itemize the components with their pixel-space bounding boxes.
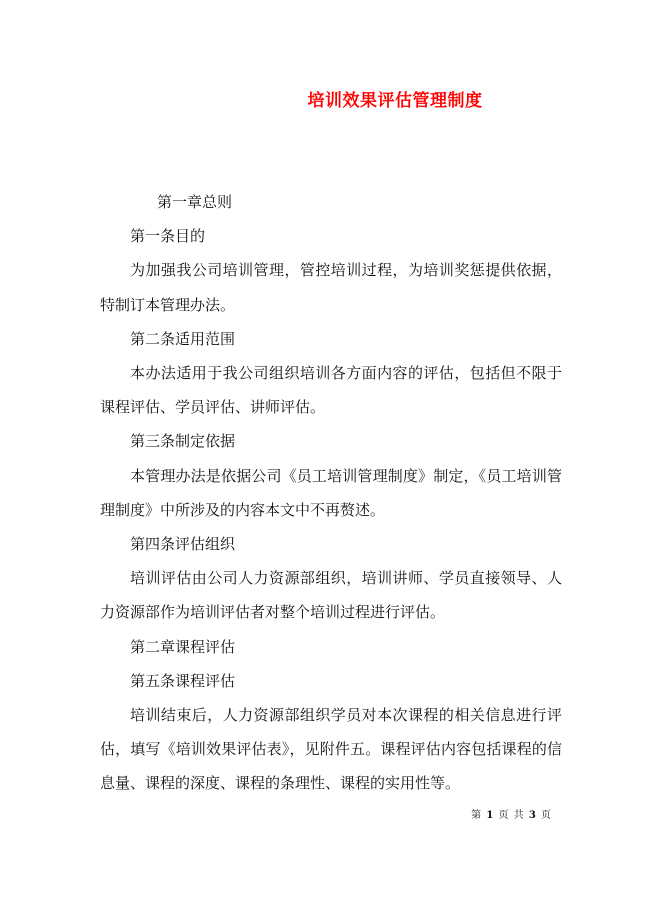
article-heading: 第二条适用范围: [130, 329, 236, 348]
page-suffix: 页: [541, 810, 552, 821]
page-number: [471, 806, 552, 821]
chapter-heading: 第二章课程评估: [130, 637, 236, 656]
page-mid: 页 共: [498, 810, 525, 821]
document-title: 培训效果评估管理制度: [307, 91, 483, 111]
body-paragraph: 培训结束后，人力资源部组织学员对本次课程的相关信息进行评估，填写《培训效果评估表》，见附件五。课程评估内容包括课程的信息量、课程的深度、课程的条理性、课程的实用性等。: [100, 706, 562, 793]
body-paragraph: 为加强我公司培训管理，管控培训过程，为培训奖惩提供依据，特制订本管理办法。: [100, 261, 562, 314]
page-prefix: 第: [471, 810, 483, 821]
article-heading: 第五条课程评估: [130, 671, 236, 690]
document-body: [100, 185, 562, 801]
article-heading: 第四条评估组织: [130, 535, 236, 554]
chapter-heading: 第一章总则: [157, 193, 233, 211]
current-page: 1: [486, 810, 495, 821]
article-heading: 第三条制定依据: [130, 432, 236, 451]
body-paragraph: 本办法适用于我公司组织培训各方面内容的评估，包括但不限于课程评估、学员评估、讲师评估。: [100, 364, 562, 417]
body-paragraph: 本管理办法是依据公司《员工培训管理制度》制定，《员工培训管理制度》中所涉及的内容本文中不再赘述。: [100, 466, 562, 519]
body-paragraph: 培训评估由公司人力资源部组织，培训讲师、学员直接领导、人力资源部作为培训评估者对整个培训过程进行评估。: [100, 569, 562, 622]
article-heading: 第一条目的: [130, 227, 206, 246]
total-pages: 3: [528, 810, 537, 821]
